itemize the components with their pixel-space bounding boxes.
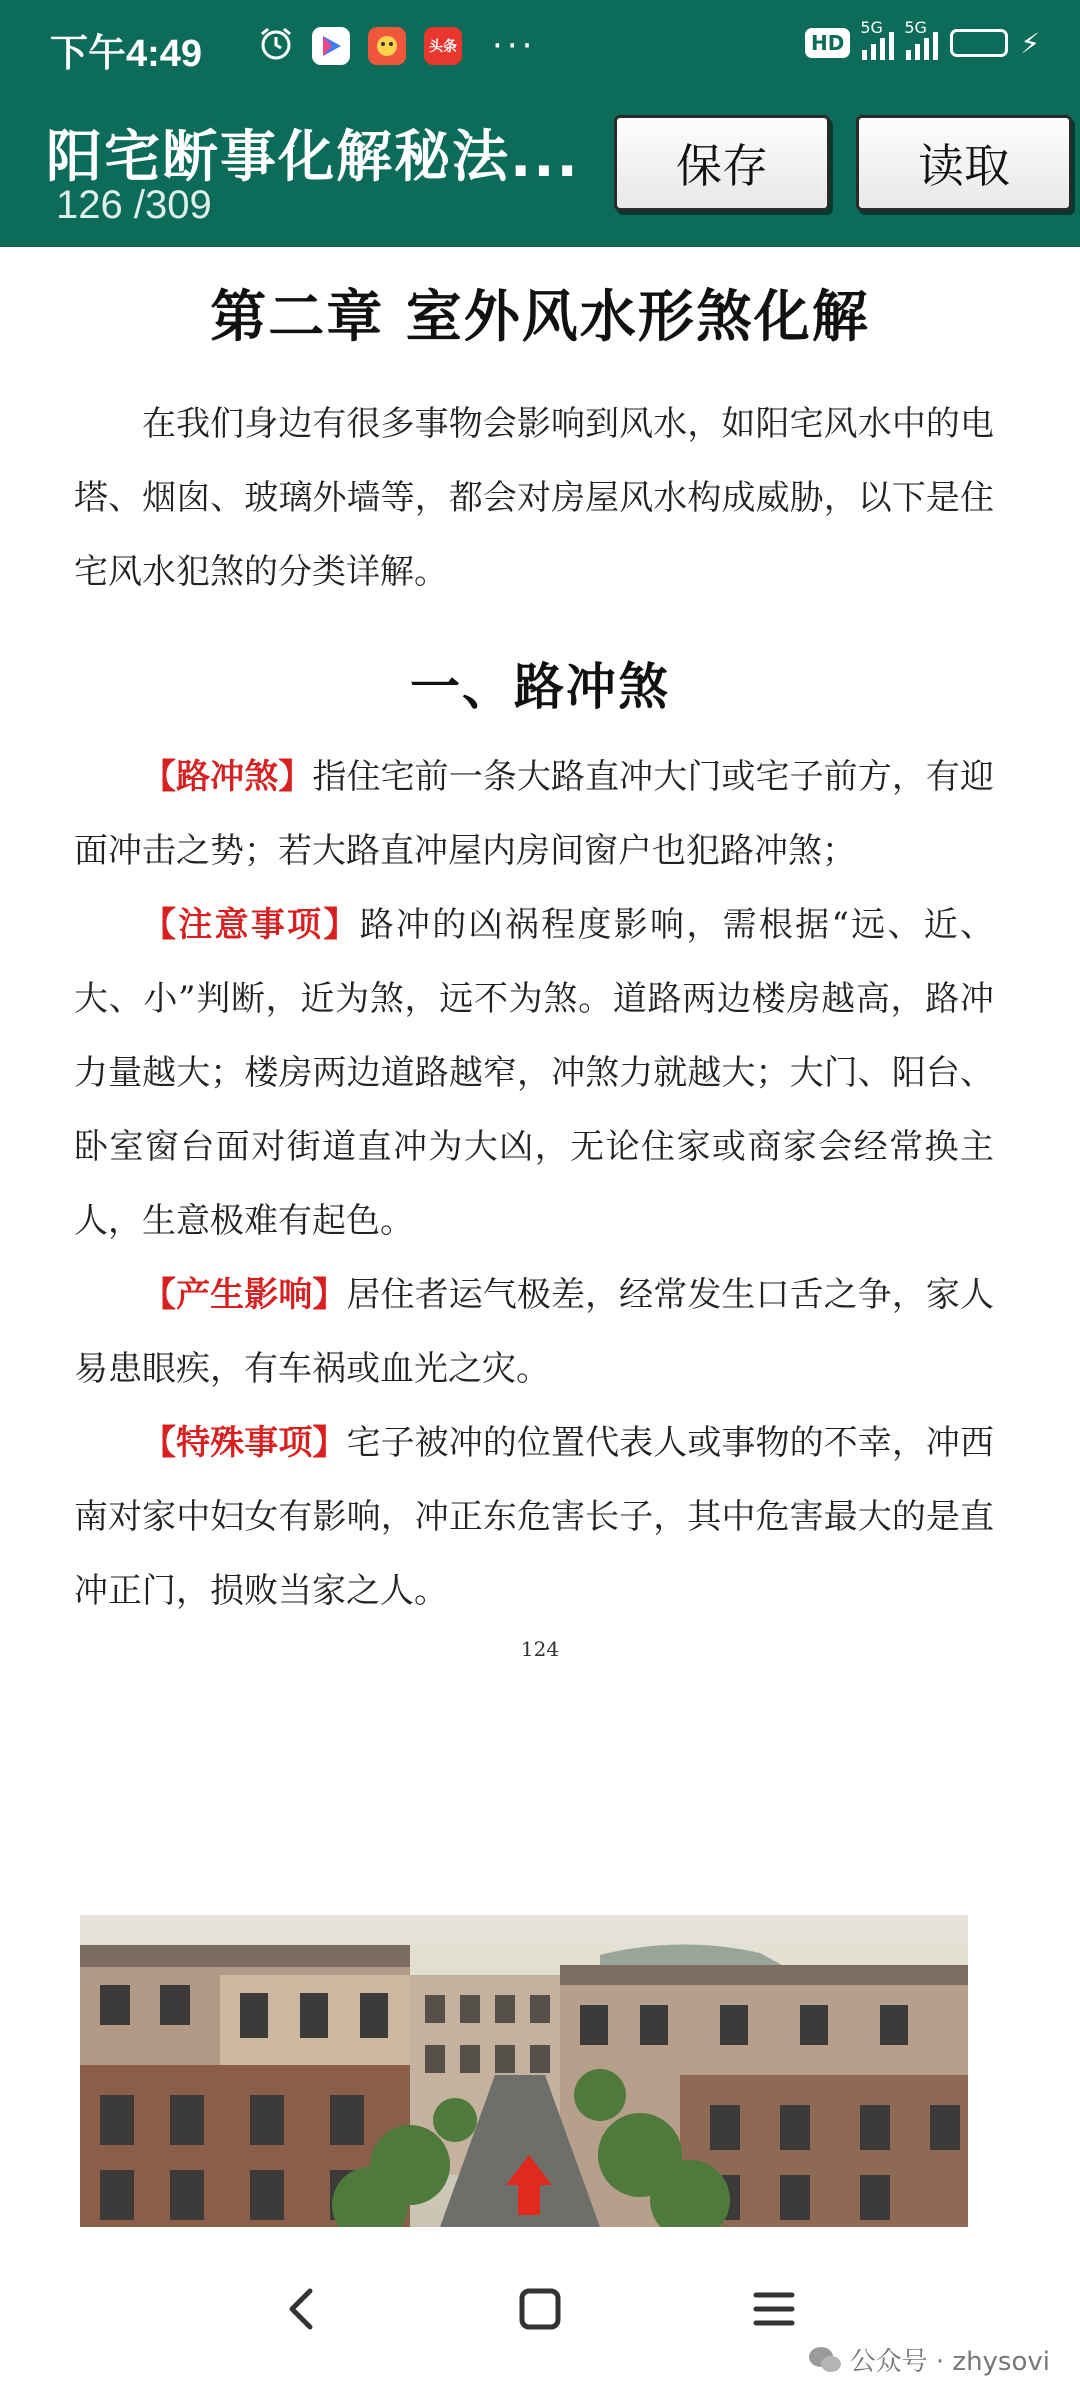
paragraph-label: 【产生影响】 — [142, 1275, 347, 1315]
home-icon[interactable] — [500, 2269, 580, 2349]
app-header — [0, 95, 1080, 247]
more-notifications-icon: ··· — [492, 26, 537, 66]
paragraph-text: 居住者运气极差，经常发生口舌之争，家人易患眼疾，有车祸或血光之灾。 — [74, 1275, 994, 1389]
network-type-label: 5G — [860, 18, 883, 37]
status-time: 下午4:49 — [50, 33, 203, 75]
paragraph-label: 【注意事项】 — [142, 905, 360, 945]
status-right-icons — [805, 18, 1040, 60]
load-button[interactable]: 读取 — [856, 115, 1072, 211]
menu-icon[interactable] — [734, 2269, 814, 2349]
paragraph-text: 宅子被冲的位置代表人或事物的不幸，冲西南对家中妇女有影响，冲正东危害长子，其中危害最大的是直冲正门，损败当家之人。 — [74, 1423, 994, 1611]
chapter-title: 第二章 室外风水形煞化解 — [210, 284, 870, 350]
toutiao-app-icon: 头条 — [424, 27, 462, 65]
navigation-bar — [0, 2227, 1080, 2400]
paragraph-text: 指住宅前一条大路直冲大门或宅子前方，有迎面冲击之势；若大路直冲屋内房间窗户也犯路冲煞； — [74, 757, 995, 871]
page-indicator: 126 /309 — [56, 183, 212, 227]
paragraph-label: 【特殊事项】 — [142, 1423, 347, 1463]
save-button[interactable]: 保存 — [614, 115, 830, 211]
paragraph-lu-chong-sha — [74, 740, 994, 888]
paragraph-label: 【路冲煞】 — [142, 757, 313, 797]
back-icon[interactable] — [262, 2269, 342, 2349]
signal-icon-2 — [904, 18, 938, 60]
page-number: 124 — [520, 1637, 560, 1661]
wechat-icon — [808, 2345, 842, 2375]
alarm-icon — [258, 26, 294, 66]
status-notification-icons — [258, 26, 536, 66]
paragraph-notes — [74, 888, 994, 1258]
watermark — [808, 2341, 1050, 2378]
paragraph-text: 路冲的凶祸程度影响，需根据“远、近、大、小”判断，近为煞，远不为煞。道路两边楼房越高，路冲力量越大；楼房两边道路越窄，冲煞力就越大；大门、阳台、卧室窗台面对街道直冲为大凶，无论住家或商家会经常换主人，生意极难有起色。 — [74, 905, 995, 1241]
intro-paragraph: 在我们身边有很多事物会影响到风水，如阳宅风水中的电塔、烟囱、玻璃外墙等，都会对房屋风水构成威胁，以下是住宅风水犯煞的分类详解。 — [74, 404, 994, 592]
shopping-app-icon — [368, 27, 406, 65]
watermark-text: 公众号 · zhysovi — [849, 2347, 1050, 2377]
document-title: 阳宅断事化解秘法... — [46, 125, 580, 190]
paragraph-effects — [74, 1258, 994, 1406]
document-page[interactable] — [0, 247, 1080, 2227]
play-app-icon — [312, 27, 350, 65]
paragraph-special — [74, 1406, 994, 1628]
signal-icon — [860, 18, 894, 60]
network-type-label-2: 5G — [904, 18, 927, 37]
hd-badge: HD — [805, 28, 850, 58]
battery-level: 43 — [966, 31, 993, 53]
battery-icon — [950, 29, 1008, 57]
section-title: 一、路冲煞 — [410, 657, 670, 716]
street-buildings-photo — [80, 1915, 968, 2227]
status-bar — [0, 0, 1080, 95]
charging-icon: ⚡ — [1020, 26, 1040, 60]
